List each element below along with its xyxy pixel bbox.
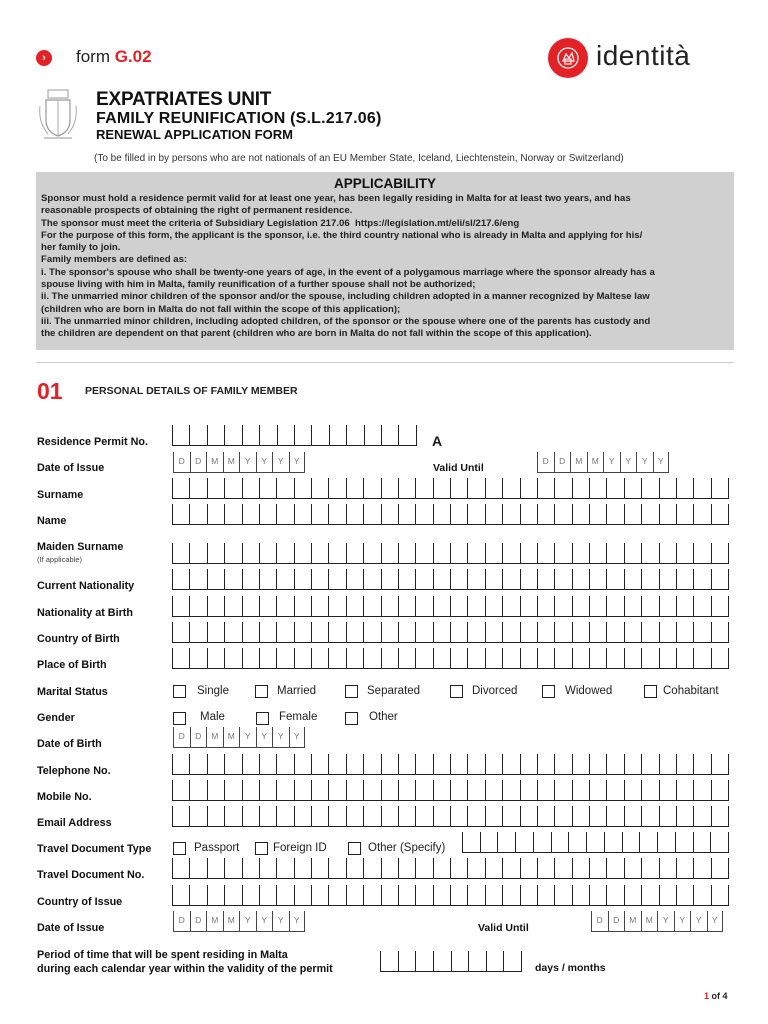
telephone-input[interactable] (172, 754, 729, 775)
valid-until-label: Valid Until (433, 462, 484, 474)
form-code (76, 47, 152, 67)
country-of-issue-input[interactable] (172, 885, 729, 906)
travel-passport-checkbox[interactable] (173, 842, 186, 855)
date-of-issue-label: Date of Issue (37, 462, 105, 474)
eligibility-note: (To be filled in by persons who are not nationals of an EU Member State, Iceland, Liechtenstein, Norway or Switzerland) (94, 153, 624, 164)
gender-female-checkbox[interactable] (256, 712, 269, 725)
page-number: 1 of 4 (704, 991, 728, 1001)
arrow-bullet-icon: › (36, 50, 52, 66)
applicability-line: The sponsor must meet the criteria of Subsidiary Legislation 217.06 https://legislation.mt/eli/sl/217.6/eng (41, 217, 520, 229)
unit-title: EXPATRIATES UNIT (96, 89, 272, 110)
gender-female-label: Female (279, 711, 318, 723)
marital-single-checkbox[interactable] (173, 685, 186, 698)
travel-valid-until-input[interactable]: D D M M Y Y Y Y (591, 911, 723, 932)
surname-input[interactable] (172, 478, 729, 499)
mobile-input[interactable] (172, 780, 729, 801)
applicability-text (36, 191, 734, 341)
travel-foreign-id-checkbox[interactable] (255, 842, 268, 855)
marital-widowed-checkbox[interactable] (542, 685, 555, 698)
section-title: PERSONAL DETAILS OF FAMILY MEMBER (85, 385, 298, 397)
travel-date-of-issue-input[interactable]: D D M M Y Y Y Y (173, 911, 305, 932)
travel-date-of-issue-label: Date of Issue (37, 922, 105, 934)
gender-label: Gender (37, 712, 75, 724)
nationality-at-birth-input[interactable] (172, 596, 729, 617)
name-input[interactable] (172, 504, 729, 525)
form-prefix: form (76, 47, 110, 66)
marital-separated-label: Separated (367, 685, 421, 697)
form-type-title: RENEWAL APPLICATION FORM (96, 127, 293, 142)
marital-separated-checkbox[interactable] (345, 685, 358, 698)
maiden-surname-input[interactable] (172, 543, 729, 564)
period-unit-label: days / months (535, 962, 606, 974)
divider (36, 362, 734, 363)
travel-document-number-label: Travel Document No. (37, 869, 145, 881)
residence-permit-suffix: A (432, 433, 443, 449)
email-label: Email Address (37, 817, 112, 829)
country-of-issue-label: Country of Issue (37, 896, 123, 908)
travel-other-label: Other (Specify) (368, 842, 446, 854)
travel-foreign-id-label: Foreign ID (273, 842, 327, 854)
residence-permit-input[interactable] (172, 425, 417, 446)
travel-valid-until-label: Valid Until (478, 922, 529, 934)
residence-permit-label: Residence Permit No. (37, 436, 149, 448)
place-of-birth-label: Place of Birth (37, 659, 107, 671)
travel-other-specify-input[interactable] (462, 832, 729, 853)
marital-status-label: Marital Status (37, 686, 108, 698)
applicability-line: iii. The unmarried minor children, including adopted children, of the sponsor or the spouse where one of the parents has custody and (41, 315, 651, 327)
date-of-issue-input[interactable]: D D M M Y Y Y Y (173, 452, 305, 473)
country-of-birth-label: Country of Birth (37, 633, 120, 645)
date-of-birth-input[interactable]: D D M M Y Y Y Y (173, 727, 305, 748)
nationality-at-birth-label: Nationality at Birth (37, 607, 133, 619)
applicability-line: ii. The unmarried minor children of the sponsor and/or the spouse, including children adopted in a manner recognized by Maltese law (41, 291, 650, 303)
applicability-line: reasonable prospects of obtaining the right of permanent residence. (41, 205, 353, 217)
period-of-residence-label: Period of time that will be spent residing in Malta during each calendar year within the validity of the permit (37, 949, 333, 975)
maiden-surname-note: (If applicable) (37, 555, 83, 564)
marital-married-checkbox[interactable] (255, 685, 268, 698)
place-of-birth-input[interactable] (172, 648, 729, 669)
applicability-line: i. The sponsor's spouse who shall be twenty-one years of age, in the event of a polygamous marriage where the sponsor already has a (41, 266, 655, 278)
travel-document-type-label: Travel Document Type (37, 843, 152, 855)
gender-male-label: Male (200, 711, 225, 723)
section-number: 01 (37, 378, 63, 404)
travel-passport-label: Passport (194, 842, 240, 854)
applicability-line: Sponsor must hold a residence permit valid for at least one year, has been legally residing in Malta for at least two years, and has (41, 193, 631, 204)
current-nationality-label: Current Nationality (37, 580, 135, 592)
gender-other-checkbox[interactable] (345, 712, 358, 725)
name-label: Name (37, 515, 67, 527)
applicability-box (36, 172, 734, 350)
current-nationality-input[interactable] (172, 569, 729, 590)
marital-divorced-label: Divorced (472, 685, 518, 697)
applicability-title: APPLICABILITY (333, 176, 436, 191)
country-of-birth-input[interactable] (172, 622, 729, 643)
telephone-label: Telephone No. (37, 765, 111, 777)
malta-coat-of-arms-icon (36, 86, 80, 142)
marital-married-label: Married (277, 685, 316, 697)
maiden-surname-label: Maiden Surname (If applicable) (37, 541, 124, 564)
regulation-title: FAMILY REUNIFICATION (S.L.217.06) (96, 110, 382, 127)
applicability-line: For the purpose of this form, the applicant is the sponsor, i.e. the third country national who is already in Malta and applying for his/ (41, 229, 643, 241)
applicability-line: the children are dependent on that parent (children who are born in Malta do not fall within the scope of this application). (41, 328, 592, 340)
marital-widowed-label: Widowed (565, 685, 613, 697)
email-input[interactable] (172, 806, 729, 827)
applicability-line: spouse living with him in Malta, family reunification of a further spouse shall not be authorized; (41, 279, 476, 291)
applicability-line: her family to join. (41, 242, 121, 254)
identita-logo-icon (548, 38, 588, 78)
applicability-line: Family members are defined as: (41, 254, 188, 266)
applicability-line: (children who are born in Malta do not fall within the scope of this application); (41, 303, 401, 315)
period-of-residence-input[interactable] (380, 951, 522, 972)
mobile-label: Mobile No. (37, 791, 92, 803)
gender-other-label: Other (369, 711, 398, 723)
marital-divorced-checkbox[interactable] (450, 685, 463, 698)
logo-wordmark: identità (596, 40, 691, 71)
valid-until-input[interactable]: D D M M Y Y Y Y (537, 452, 669, 473)
date-of-birth-label: Date of Birth (37, 738, 102, 750)
form-number: G.02 (114, 47, 152, 66)
travel-document-number-input[interactable] (172, 858, 729, 879)
marital-single-label: Single (197, 685, 229, 697)
marital-cohabitant-checkbox[interactable] (644, 685, 657, 698)
travel-other-checkbox[interactable] (348, 842, 361, 855)
marital-cohabitant-label: Cohabitant (663, 685, 719, 697)
surname-label: Surname (37, 489, 84, 501)
gender-male-checkbox[interactable] (173, 712, 186, 725)
